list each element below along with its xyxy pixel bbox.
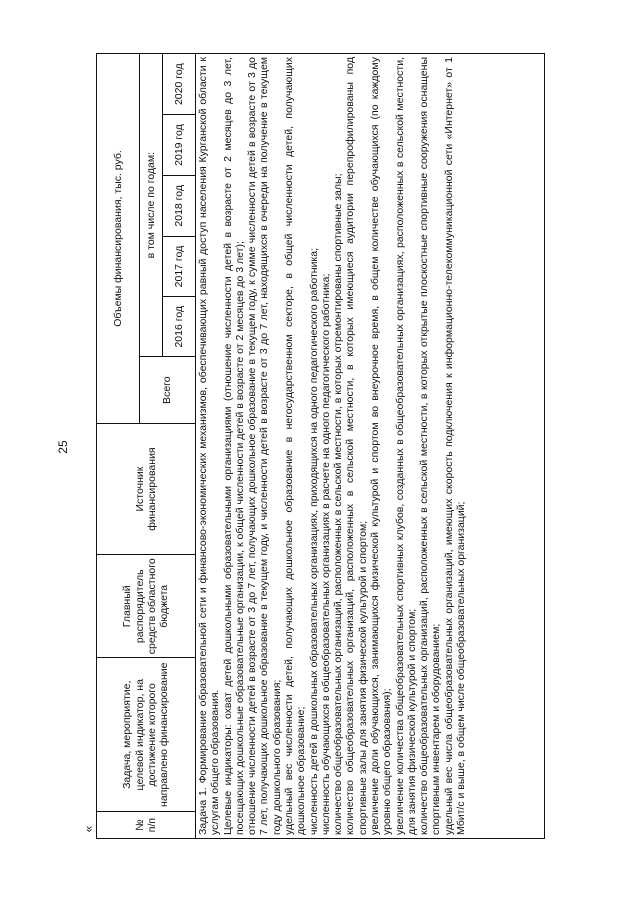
task-paragraph: увеличение доли обучающихся, занимающихся физической культурой и спортом во внеурочное время, в общем количестве обучающихся (по каждому уровню общего образования); (368, 57, 394, 835)
col-header-num: № п/п (97, 812, 196, 839)
task-paragraph: количество общеобразовательных организаций, расположенных в сельской местности, в которых открытые плоскостные спортивные сооружения оснащены спортивным инвентарем и оборудованием; (418, 57, 443, 835)
col-header-manager: Главный распорядитель средств областного бюджета (97, 555, 196, 658)
col-header-year: 2017 год (163, 236, 196, 296)
task-paragraph: количество общеобразовательных организаций, расположенных в сельской местности, в которых отремонтированы спортивные залы; (332, 173, 345, 835)
task-paragraph: Целевые индикаторы: охват детей дошкольными образовательными организациями (отношение численности детей в возрасте от 2 месяцев до 3 лет, посещающих дошкольные образовательные организации, к общей численности детей в возрасте от 2 месяцев до 3 лет); (221, 57, 246, 835)
opening-quote-mark: « (81, 825, 96, 833)
financing-table (96, 53, 545, 839)
task-paragraph: удельный вес числа общеобразовательных организаций, имеющих скорость подключения к информационно-телекоммуникационной сети «Интернет» от 1 Мбит/с и выше, в общем числе общеобразовательных организаций; (442, 57, 467, 835)
task-paragraph: отношение численности детей в возрасте от 3 до 7 лет, получающих дошкольное образование в текущем году, к сумме численности детей в возрасте от 3 до 7 лет, получающих дошкольное образование в текущем году, и численности детей в возрасте от 3 до 7 лет, находящихся в очереди на получение в текущем году дошкольного образования; (246, 57, 283, 835)
task-paragraph: увеличение количества общеобразовательных спортивных клубов, созданных в общеобразовательных организациях, расположенных в сельской местности, для занятия физической культурой и спортом; (393, 57, 418, 835)
page-number: 25 (56, 440, 70, 454)
rotated-table-page (96, 53, 594, 839)
task-paragraph: численность обучающихся в общеобразовательных организациях в расчете на одного педагогического работника; (319, 273, 332, 835)
col-header-year: 2016 год (163, 297, 196, 357)
col-header-by-years: в том числе по годам: (140, 54, 163, 357)
col-header-volumes: Объемы финансирования, тыс. руб. (97, 54, 140, 424)
col-header-total: Всего (140, 357, 196, 424)
task-paragraph: численность детей в дошкольных образовательных организациях, приходящихся на одного педагогического работника; (307, 247, 320, 835)
task-paragraph: количество общеобразовательных организаций, расположенных в сельской местности, в которых имеющиеся аудитории перепрофилированы под спортивные залы для занятия физической культурой и спортом; (344, 57, 369, 835)
task-paragraph: Задача 1. Формирование образовательной сети и финансово-экономических механизмов, обеспечивающих равный доступ населения Курганской области к услугам общего образования. (197, 57, 222, 835)
task-description-cell (196, 54, 545, 839)
task-paragraph: удельный вес численности детей, получающих дошкольное образование в негосударственном секторе, в общей численности детей, получающих дошкольное образование; (282, 57, 308, 835)
col-header-year: 2020 год (163, 54, 196, 115)
col-header-source: Источник финансирования (97, 423, 196, 554)
col-header-year: 2019 год (163, 115, 196, 175)
col-header-task: Задача, мероприятие, целевой индикатор, на достижение которого направлено финансирование (97, 658, 196, 812)
col-header-year: 2018 год (163, 175, 196, 236)
